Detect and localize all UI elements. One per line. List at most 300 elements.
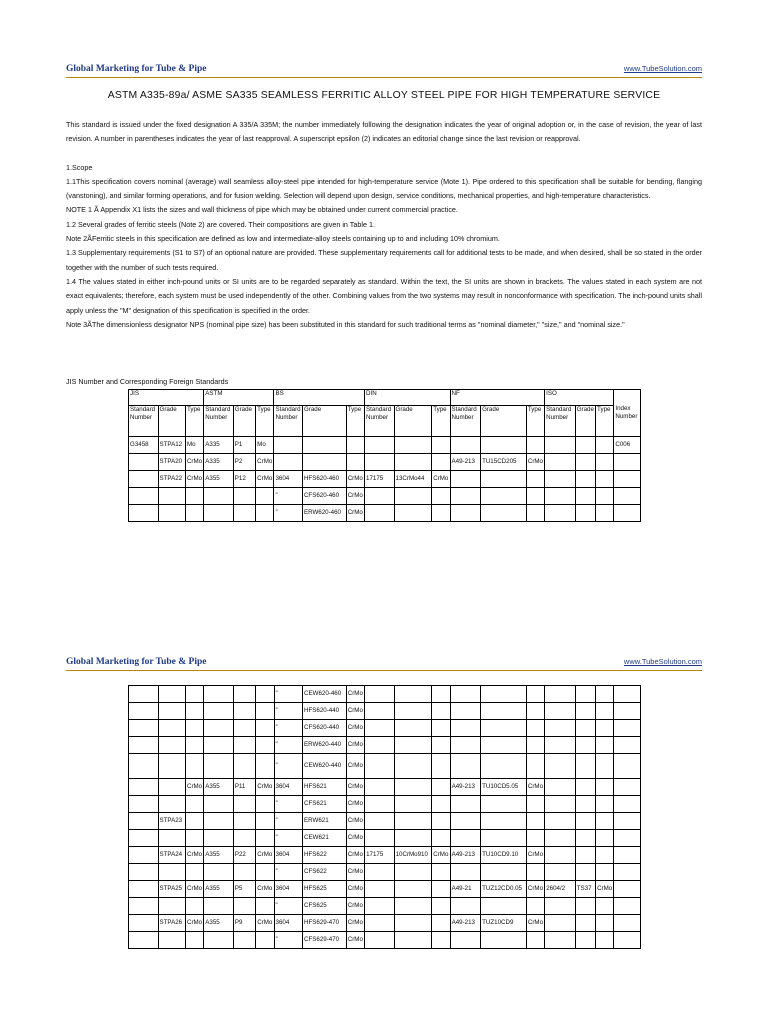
table-cell xyxy=(204,720,234,737)
header-brand: Global Marketing for Tube & Pipe xyxy=(66,657,207,667)
table-cell xyxy=(575,437,595,454)
table-cell xyxy=(365,437,395,454)
table-cell xyxy=(365,813,395,830)
table-cell xyxy=(481,737,527,754)
table-cell xyxy=(450,488,481,505)
table-cell: 3604 xyxy=(274,847,303,864)
table-cell: P2 xyxy=(233,454,255,471)
table-cell xyxy=(233,813,255,830)
table-cell xyxy=(394,830,432,847)
table-cell: TU10CD5.05 xyxy=(481,779,527,796)
table-row xyxy=(129,720,641,737)
header-url-link[interactable]: www.TubeSolution.com xyxy=(623,64,702,73)
table-cell: CrMo xyxy=(346,505,364,522)
table-cell xyxy=(365,686,395,703)
table-cell xyxy=(575,830,595,847)
table-cell xyxy=(185,720,203,737)
table-cell xyxy=(129,830,159,847)
table-cell: " xyxy=(274,830,303,847)
table-cell xyxy=(545,488,576,505)
table-cell xyxy=(233,864,255,881)
table-cell: A335 xyxy=(204,454,234,471)
table-cell xyxy=(365,864,395,881)
table-cell xyxy=(614,830,641,847)
table-cell: CrMo xyxy=(256,471,274,488)
table-cell: CrMo xyxy=(346,847,364,864)
column-header: Standard Number xyxy=(204,406,234,437)
table-cell: CrMo xyxy=(185,471,203,488)
table-row xyxy=(129,847,641,864)
header-url-link[interactable]: www.TubeSolution.com xyxy=(623,657,702,666)
table-cell xyxy=(481,796,527,813)
table-cell xyxy=(575,864,595,881)
table-cell xyxy=(129,754,159,779)
table-cell: HFS629-470 xyxy=(303,915,347,932)
scope-heading: 1.Scope xyxy=(66,162,93,172)
document-body xyxy=(66,118,702,332)
table-cell xyxy=(450,437,481,454)
table-cell xyxy=(158,686,185,703)
table-row xyxy=(129,471,641,488)
table-cell xyxy=(545,454,576,471)
table-cell: A49-213 xyxy=(450,847,481,864)
table-cell xyxy=(129,703,159,720)
table-cell xyxy=(158,796,185,813)
table-cell: " xyxy=(274,703,303,720)
table-cell xyxy=(432,505,450,522)
table-cell xyxy=(274,437,302,454)
table-cell xyxy=(204,505,234,522)
table-cell xyxy=(233,505,255,522)
table-cell xyxy=(365,754,395,779)
table-cell: CrMo xyxy=(346,796,364,813)
table-cell: " xyxy=(274,864,303,881)
table-cell xyxy=(274,454,302,471)
table-cell xyxy=(545,754,576,779)
table-cell xyxy=(432,898,450,915)
table-cell xyxy=(545,737,576,754)
header-rule xyxy=(66,77,702,78)
column-header: Type xyxy=(185,406,203,437)
table-cell xyxy=(129,881,159,898)
column-header: Grade xyxy=(233,406,255,437)
table-cell xyxy=(596,932,614,949)
table-cell: 17175 xyxy=(365,847,395,864)
table-cell xyxy=(256,720,274,737)
table-cell xyxy=(545,686,576,703)
table-cell: STPA26 xyxy=(158,915,185,932)
table-cell xyxy=(614,488,641,505)
table-cell xyxy=(450,720,481,737)
table-cell xyxy=(614,505,641,522)
table-cell xyxy=(158,898,185,915)
table-cell xyxy=(185,932,203,949)
table-cell: CrMo xyxy=(346,898,364,915)
table-cell xyxy=(575,932,595,949)
table-cell xyxy=(526,437,544,454)
table-cell xyxy=(432,686,450,703)
table-cell xyxy=(256,813,274,830)
table-cell: CrMo xyxy=(185,779,203,796)
scope-paragraph: Note 2ÃFerritic steels in this specification are defined as low and intermediate-alloy steels containing up to and including 10% chromium. xyxy=(66,234,500,244)
table-cell: CrMo xyxy=(256,779,274,796)
table-row xyxy=(129,737,641,754)
table-cell: CrMo xyxy=(256,881,274,898)
table-row xyxy=(129,864,641,881)
column-header: Type xyxy=(526,406,544,437)
table-cell xyxy=(185,754,203,779)
table-cell xyxy=(365,737,395,754)
table-cell xyxy=(256,898,274,915)
table-cell xyxy=(596,830,614,847)
table-cell xyxy=(450,932,481,949)
table-cell xyxy=(158,488,185,505)
table-cell: P11 xyxy=(233,779,255,796)
table-cell xyxy=(394,813,432,830)
table-cell xyxy=(158,754,185,779)
table-cell: CrMo xyxy=(346,720,364,737)
table-cell xyxy=(158,737,185,754)
header-brand: Global Marketing for Tube & Pipe xyxy=(66,64,207,74)
table-cell: CEW620-440 xyxy=(303,754,347,779)
table-cell xyxy=(614,686,641,703)
table-cell xyxy=(185,703,203,720)
table-cell: P12 xyxy=(233,471,255,488)
table-cell xyxy=(481,505,527,522)
table-cell xyxy=(129,505,159,522)
table-cell: A49-213 xyxy=(450,915,481,932)
column-header: Grade xyxy=(575,406,595,437)
table-cell xyxy=(204,830,234,847)
table-cell xyxy=(596,505,614,522)
table-cell xyxy=(204,703,234,720)
table-cell xyxy=(614,932,641,949)
table-cell xyxy=(481,437,527,454)
table-cell xyxy=(545,796,576,813)
table-cell xyxy=(185,830,203,847)
table-cell xyxy=(256,754,274,779)
table-cell: CFS620-460 xyxy=(302,488,346,505)
table-cell xyxy=(614,720,641,737)
table-cell: A355 xyxy=(204,881,234,898)
table-cell xyxy=(233,932,255,949)
table-row xyxy=(129,505,641,522)
table-cell: A49-213 xyxy=(450,454,481,471)
table-cell: P9 xyxy=(233,915,255,932)
table-cell xyxy=(204,864,234,881)
table-cell: 3604 xyxy=(274,471,302,488)
table-cell xyxy=(394,437,432,454)
table-cell: Mo xyxy=(185,437,203,454)
table-cell xyxy=(575,813,595,830)
table-cell xyxy=(450,898,481,915)
table-cell xyxy=(129,737,159,754)
table-cell xyxy=(545,898,576,915)
table-cell xyxy=(614,915,641,932)
table-cell: CrMo xyxy=(346,915,364,932)
table-cell xyxy=(365,881,395,898)
table-cell xyxy=(365,720,395,737)
table-cell xyxy=(365,932,395,949)
table-cell xyxy=(526,488,544,505)
table-cell: " xyxy=(274,932,303,949)
column-header: Type xyxy=(346,406,364,437)
table-cell xyxy=(526,703,544,720)
table-cell xyxy=(256,505,274,522)
table-cell: CrMo xyxy=(526,454,544,471)
table-cell xyxy=(256,796,274,813)
table-cell: A355 xyxy=(204,779,234,796)
table-cell xyxy=(526,471,544,488)
table-cell xyxy=(302,454,346,471)
table-cell xyxy=(394,754,432,779)
table-cell xyxy=(394,703,432,720)
group-header-iso: ISO xyxy=(545,390,614,406)
table-cell xyxy=(158,720,185,737)
column-header: Standard Number xyxy=(545,406,576,437)
table-cell xyxy=(394,898,432,915)
page-header xyxy=(66,64,702,78)
table-cell: CrMo xyxy=(346,471,364,488)
table-cell xyxy=(450,754,481,779)
table-cell xyxy=(596,454,614,471)
table-cell: ERW620-440 xyxy=(303,737,347,754)
table-cell xyxy=(526,720,544,737)
table-cell: CrMo xyxy=(526,847,544,864)
table-cell xyxy=(575,737,595,754)
table-cell xyxy=(256,864,274,881)
table-cell xyxy=(575,779,595,796)
table-cell xyxy=(575,720,595,737)
column-header: Grade xyxy=(158,406,185,437)
table-cell xyxy=(596,437,614,454)
table-row xyxy=(129,703,641,720)
table-row xyxy=(129,437,641,454)
column-header: Type xyxy=(596,406,614,437)
table-cell xyxy=(614,454,641,471)
table-cell xyxy=(575,915,595,932)
table-cell xyxy=(432,737,450,754)
table-row xyxy=(129,796,641,813)
group-header-astm: ASTM xyxy=(204,390,274,406)
table-cell: CrMo xyxy=(346,813,364,830)
table-subheader-row xyxy=(129,406,641,437)
table-cell xyxy=(450,686,481,703)
table-cell xyxy=(233,488,255,505)
scope-paragraph: 1.3 Supplementary requirements (S1 to S7) of an optional nature are provided. These supplementary requirements call for additional tests to be made, and when desired, shall be so stated in the order together with the number of such tests required. xyxy=(66,248,702,272)
table-cell xyxy=(129,915,159,932)
table-cell xyxy=(614,813,641,830)
table-cell xyxy=(129,686,159,703)
table-cell: CrMo xyxy=(346,881,364,898)
table-cell xyxy=(394,720,432,737)
table-cell xyxy=(233,898,255,915)
table-cell: CrMo xyxy=(346,488,364,505)
table-cell xyxy=(526,830,544,847)
table-cell: STPA20 xyxy=(158,454,185,471)
table-cell: STPA24 xyxy=(158,847,185,864)
table-cell: CrMo xyxy=(346,830,364,847)
table-cell xyxy=(394,881,432,898)
table-cell xyxy=(432,796,450,813)
table-cell: P5 xyxy=(233,881,255,898)
table-cell xyxy=(365,830,395,847)
table-cell: " xyxy=(274,720,303,737)
table-cell xyxy=(185,737,203,754)
table-cell: A335 xyxy=(204,437,234,454)
table-cell: HFS620-460 xyxy=(302,471,346,488)
table-cell xyxy=(575,754,595,779)
table-cell: CrMo xyxy=(346,686,364,703)
table-cell xyxy=(432,779,450,796)
table-cell: 10CrMo910 xyxy=(394,847,432,864)
table-cell xyxy=(545,864,576,881)
table-cell xyxy=(575,454,595,471)
table-cell xyxy=(158,830,185,847)
table-cell xyxy=(526,737,544,754)
table-cell xyxy=(614,881,641,898)
table-cell xyxy=(545,505,576,522)
scope-paragraph: 1.1This specification covers nominal (average) wall seamless alloy-steel pipe intended for high-temperature service (Mote 1). Pipe ordered to this specification shall be suitable for bending, flanging (vanstoning), and similar forming operations, and for fusion welding. Selection will depend upon design, service conditions, mechanical properties, and high-temperature characteristics. xyxy=(66,176,702,201)
table-cell xyxy=(394,737,432,754)
table-cell xyxy=(596,847,614,864)
table-cell xyxy=(204,686,234,703)
table-row xyxy=(129,686,641,703)
table-cell xyxy=(545,437,576,454)
group-header-din: DIN xyxy=(365,390,450,406)
table-cell xyxy=(233,686,255,703)
table-cell xyxy=(158,505,185,522)
table-cell: A355 xyxy=(204,915,234,932)
table-cell: CrMo xyxy=(346,754,364,779)
table-cell xyxy=(575,686,595,703)
table-row xyxy=(129,830,641,847)
table-cell xyxy=(596,471,614,488)
table-cell xyxy=(575,505,595,522)
scope-paragraph: NOTE 1 Ã Appendix X1 lists the sizes and wall thickness of pipe which may be obtained under current commercial practice. xyxy=(66,205,458,215)
table-cell: CrMo xyxy=(346,864,364,881)
table-cell xyxy=(432,915,450,932)
table-cell xyxy=(450,796,481,813)
column-header: Standard Number xyxy=(365,406,395,437)
table-group-header-row xyxy=(129,390,641,406)
column-header: Type xyxy=(432,406,450,437)
group-header-index-number: Index Number xyxy=(614,390,641,437)
table-row xyxy=(129,754,641,779)
table-cell: CFS625 xyxy=(303,898,347,915)
table-cell: CrMo xyxy=(346,779,364,796)
table-cell xyxy=(346,454,364,471)
table-cell xyxy=(596,737,614,754)
table-cell xyxy=(545,915,576,932)
table-cell xyxy=(596,898,614,915)
table-row xyxy=(129,915,641,932)
table-cell xyxy=(526,898,544,915)
table-cell xyxy=(596,864,614,881)
table-cell xyxy=(394,932,432,949)
table-cell xyxy=(394,505,432,522)
table-cell: CrMo xyxy=(526,779,544,796)
table-cell xyxy=(185,898,203,915)
table-cell: CFS629-470 xyxy=(303,932,347,949)
table-cell xyxy=(481,703,527,720)
table-cell: ERW620-460 xyxy=(302,505,346,522)
table-cell xyxy=(545,779,576,796)
table-cell: TUZ10CD9 xyxy=(481,915,527,932)
table-cell xyxy=(204,737,234,754)
table-cell xyxy=(596,720,614,737)
table-cell: HFS625 xyxy=(303,881,347,898)
table-cell xyxy=(129,488,159,505)
table-cell xyxy=(432,454,450,471)
table-cell: CrMo xyxy=(346,703,364,720)
column-header: Standard Number xyxy=(129,406,159,437)
table-cell: 3604 xyxy=(274,881,303,898)
table-cell xyxy=(545,703,576,720)
table-cell: CrMo xyxy=(185,915,203,932)
table-cell: STPA25 xyxy=(158,881,185,898)
standards-table xyxy=(128,389,641,522)
table-cell: CFS622 xyxy=(303,864,347,881)
table-cell: CrMo xyxy=(346,932,364,949)
table-cell xyxy=(614,779,641,796)
table-cell xyxy=(432,703,450,720)
table-cell xyxy=(233,720,255,737)
table-cell xyxy=(614,737,641,754)
table-cell xyxy=(614,754,641,779)
table-cell xyxy=(129,847,159,864)
table-cell xyxy=(129,864,159,881)
table-cell xyxy=(129,454,159,471)
table-cell xyxy=(204,754,234,779)
table-cell xyxy=(481,932,527,949)
table-cell: Mo xyxy=(256,437,274,454)
table-cell xyxy=(526,754,544,779)
table-cell xyxy=(596,813,614,830)
table-cell xyxy=(614,703,641,720)
table-cell: ERW621 xyxy=(303,813,347,830)
table-cell xyxy=(233,754,255,779)
table-cell xyxy=(185,813,203,830)
table-cell xyxy=(481,471,527,488)
table-cell xyxy=(545,813,576,830)
table-cell xyxy=(365,796,395,813)
table-cell xyxy=(185,864,203,881)
table-cell xyxy=(302,437,346,454)
table-cell xyxy=(450,813,481,830)
table-cell xyxy=(158,864,185,881)
table-cell xyxy=(481,488,527,505)
table-cell: P1 xyxy=(233,437,255,454)
table-cell xyxy=(596,779,614,796)
table-cell: 2604/2 xyxy=(545,881,576,898)
table-cell xyxy=(526,505,544,522)
table-cell xyxy=(450,471,481,488)
table-cell xyxy=(481,898,527,915)
table-cell xyxy=(575,471,595,488)
table-cell xyxy=(481,754,527,779)
table-cell xyxy=(394,686,432,703)
table-cell xyxy=(129,796,159,813)
table-cell xyxy=(596,754,614,779)
table-cell: HFS621 xyxy=(303,779,347,796)
table-cell xyxy=(394,779,432,796)
table-cell xyxy=(365,454,395,471)
table-cell xyxy=(614,898,641,915)
table-cell: A355 xyxy=(204,847,234,864)
table-cell xyxy=(256,830,274,847)
table-row xyxy=(129,779,641,796)
